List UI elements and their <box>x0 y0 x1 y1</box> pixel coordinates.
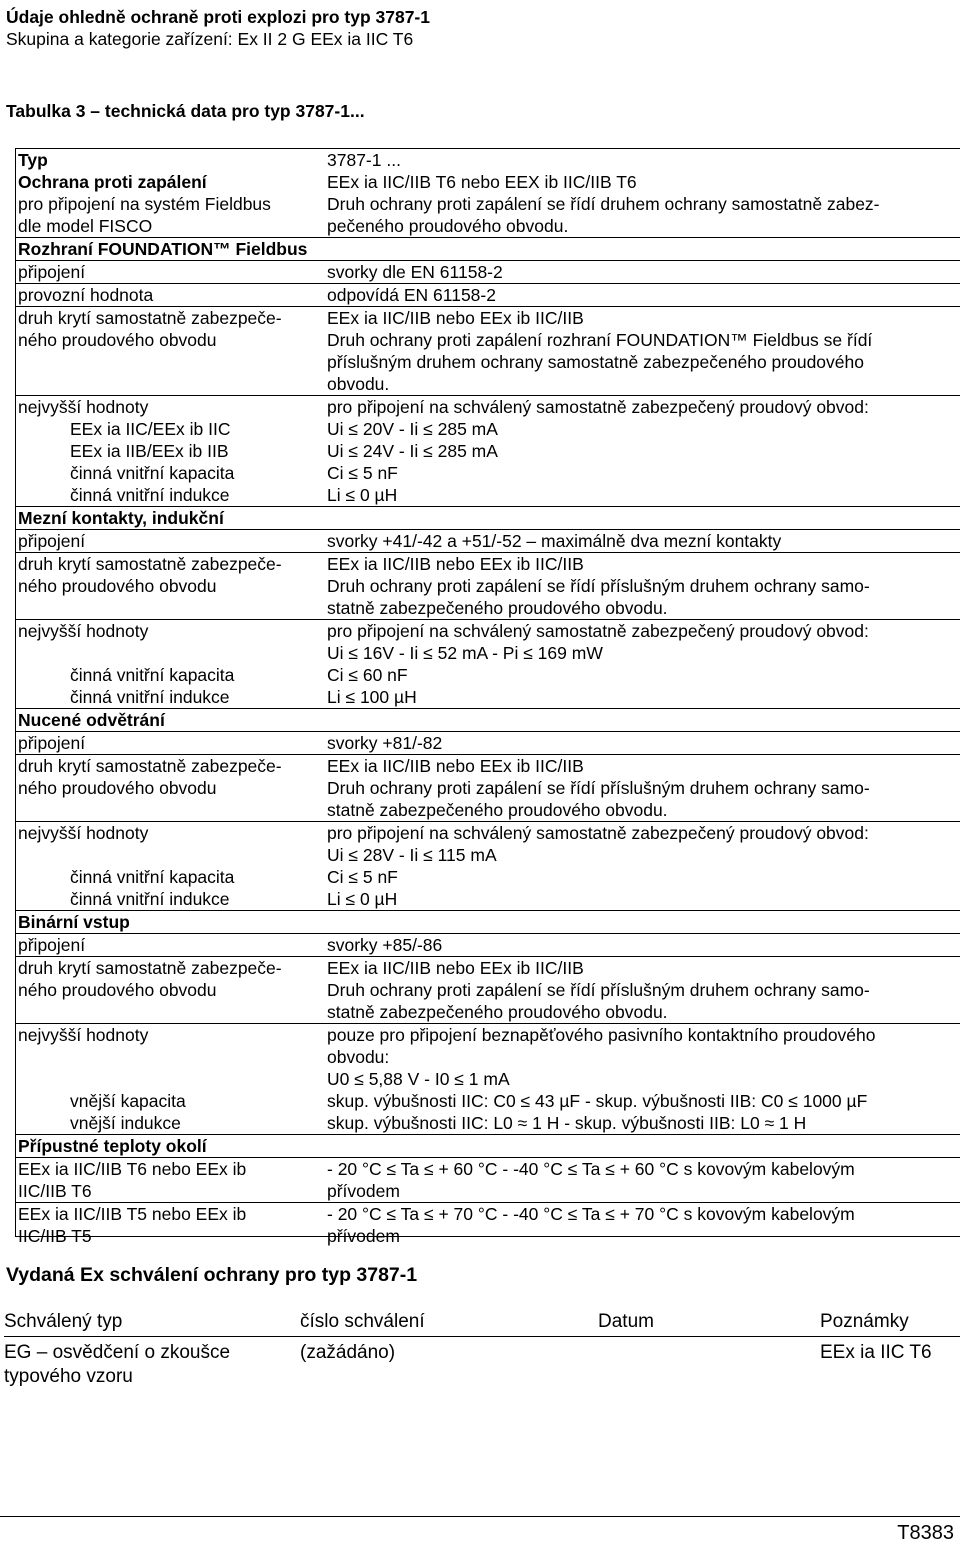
column-header: Poznámky <box>820 1310 960 1337</box>
no-pripojeni-label: připojení <box>16 732 325 755</box>
spacer <box>18 844 325 866</box>
ff-druh-value-line: Druh ochrany proti zapálení rozhraní FOUNDATION™ Fieldbus se řídí <box>327 330 873 350</box>
section-heading-row <box>16 911 960 934</box>
ff-max-value-line: Li ≤ 0 µH <box>327 485 398 505</box>
no-max-value-line: Li ≤ 0 µH <box>327 889 398 909</box>
table-row <box>16 307 960 396</box>
mk-pripojeni-label: připojení <box>16 530 325 553</box>
bv-max-value-line: U0 ≤ 5,88 V - I0 ≤ 1 mA <box>327 1069 510 1089</box>
spacer <box>18 642 325 664</box>
bv-max-value-line: skup. výbušnosti IIC: C0 ≤ 43 µF - skup. výbušnosti IIB: C0 ≤ 1000 µF <box>327 1091 868 1111</box>
mk-max-value-line: pro připojení na schválený samostatně zabezpečený proudový obvod: <box>327 621 869 641</box>
no-druh-value-line: Druh ochrany proti zapálení se řídí příslušným druhem ochrany samo- <box>327 778 870 798</box>
fisco-value-line: pečeného proudového obvodu. <box>327 216 569 236</box>
table-row <box>16 755 960 822</box>
table-row <box>16 193 960 238</box>
column-header: číslo schválení <box>300 1310 598 1337</box>
table-row <box>16 1158 960 1203</box>
ff-max-value-line: Ui ≤ 20V - Ii ≤ 285 mA <box>327 419 498 439</box>
table-row <box>16 957 960 1024</box>
typ-value: 3787-1 ... <box>327 150 401 170</box>
table-row <box>16 732 960 755</box>
table-row <box>16 396 960 507</box>
tp-t5-label <box>16 1203 325 1248</box>
ff-druh-value-line: obvodu. <box>327 374 390 394</box>
table-row <box>16 620 960 709</box>
ochrana-value: EEx ia IIC/IIB T6 nebo EEX ib IIC/IIB T6 <box>327 172 637 192</box>
no-max-value <box>325 822 960 911</box>
table-row <box>16 284 960 307</box>
approval-type <box>4 1337 300 1390</box>
ff-druh-label-line: ného proudového obvodu <box>18 330 217 350</box>
bv-max-label-line: nejvyšší hodnoty <box>18 1025 149 1045</box>
tp-t5-value-line: - 20 °C ≤ Ta ≤ + 70 °C - -40 °C ≤ Ta ≤ + 70 °C s kovovým kabelovým <box>327 1204 855 1224</box>
tp-t5-label-line: EEx ia IIC/IIB T5 nebo EEx ib <box>18 1204 247 1224</box>
mk-druh-value <box>325 553 960 620</box>
bv-druh-label-line: ného proudového obvodu <box>18 980 217 1000</box>
ff-max-value-line: Ci ≤ 5 nF <box>327 463 398 483</box>
approval-date <box>598 1337 820 1390</box>
table-row <box>16 553 960 620</box>
column-header: Datum <box>598 1310 820 1337</box>
table-row <box>16 1203 960 1248</box>
document-code: T8383 <box>897 1522 954 1544</box>
mk-max-sub-label: činná vnitřní kapacita <box>70 665 235 685</box>
bv-max-value <box>325 1024 960 1135</box>
mk-max-value-line: Ci ≤ 60 nF <box>327 665 408 685</box>
page-title: Údaje ohledně ochraně proti explozi pro typ 3787-1 <box>6 7 430 27</box>
no-druh-label-line: ného proudového obvodu <box>18 778 217 798</box>
table-header-row <box>4 1310 960 1337</box>
table-row <box>4 1337 960 1390</box>
no-max-value-line: Ci ≤ 5 nF <box>327 867 398 887</box>
ff-heading: Rozhraní FOUNDATION™ Fieldbus <box>16 238 960 261</box>
no-max-sub-label: činná vnitřní indukce <box>70 889 230 909</box>
fisco-value <box>325 193 960 238</box>
bv-max-value-line: pouze pro připojení beznapěťového pasivního kontaktního proudového <box>327 1025 876 1045</box>
section-heading-row <box>16 709 960 732</box>
ff-pripojeni-value: svorky dle EN 61158-2 <box>325 261 960 284</box>
bv-pripojeni-label: připojení <box>16 934 325 957</box>
no-max-label <box>16 822 325 911</box>
mk-max-label <box>16 620 325 709</box>
bv-druh-label-line: druh krytí samostatně zabezpeče- <box>18 958 282 978</box>
mk-max-sub-label: činná vnitřní indukce <box>70 687 230 707</box>
footer-rule <box>0 1516 960 1517</box>
mk-pripojeni-value: svorky +41/-42 a +51/-52 – maximálně dva mezní kontakty <box>325 530 960 553</box>
tp-t6-value-line: - 20 °C ≤ Ta ≤ + 60 °C - -40 °C ≤ Ta ≤ + 60 °C s kovovým kabelovým <box>327 1159 855 1179</box>
approval-type-line: EG – osvědčení o zkoušce <box>4 1342 231 1363</box>
bv-druh-label <box>16 957 325 1024</box>
ff-max-value-line: Ui ≤ 24V - Ii ≤ 285 mA <box>327 441 498 461</box>
approvals-heading: Vydaná Ex schválení ochrany pro typ 3787-1 <box>6 1264 418 1286</box>
ff-max-value-line: pro připojení na schválený samostatně zabezpečený proudový obvod: <box>327 397 869 417</box>
mk-druh-label <box>16 553 325 620</box>
approval-note: EEx ia IIC T6 <box>820 1342 932 1363</box>
tp-t6-value-line: přívodem <box>327 1181 400 1201</box>
table-row <box>16 171 960 193</box>
tp-t6-value <box>325 1158 960 1203</box>
ff-druh-value-line: příslušným druhem ochrany samostatně zabezpečeného proudového <box>327 352 864 372</box>
ff-druh-label-line: druh krytí samostatně zabezpeče- <box>18 308 282 328</box>
tp-t5-value <box>325 1203 960 1248</box>
no-max-value-line: Ui ≤ 28V - Ii ≤ 115 mA <box>327 845 497 865</box>
mk-druh-value-line: statně zabezpečeného proudového obvodu. <box>327 598 668 618</box>
bv-druh-value <box>325 957 960 1024</box>
ff-provozni-value: odpovídá EN 61158-2 <box>325 284 960 307</box>
no-druh-value <box>325 755 960 822</box>
bv-max-sub-label: vnější indukce <box>70 1113 181 1133</box>
tp-t6-label-line: IIC/IIB T6 <box>18 1181 92 1201</box>
table-row <box>16 149 960 171</box>
mk-heading: Mezní kontakty, indukční <box>16 507 960 530</box>
fisco-label-line: dle model FISCO <box>18 216 153 236</box>
section-heading-row <box>16 507 960 530</box>
tp-heading: Přípustné teploty okolí <box>16 1135 960 1158</box>
column-header: Schválený typ <box>4 1310 300 1337</box>
ff-max-sub-label: činná vnitřní indukce <box>70 485 230 505</box>
approval-type-line: typového vzoru <box>4 1366 133 1387</box>
ochrana-label: Ochrana proti zapálení <box>18 172 207 192</box>
mk-druh-label-line: druh krytí samostatně zabezpeče- <box>18 554 282 574</box>
approval-number: (zažádáno) <box>300 1342 396 1363</box>
fisco-label-line: pro připojení na systém Fieldbus <box>18 194 271 214</box>
bv-max-value-line: skup. výbušnosti IIC: L0 ≈ 1 H - skup. výbušnosti IIB: L0 ≈ 1 H <box>327 1113 807 1133</box>
table-row <box>16 1024 960 1135</box>
table-row <box>16 822 960 911</box>
no-heading: Nucené odvětrání <box>16 709 960 732</box>
bv-druh-value-line: Druh ochrany proti zapálení se řídí příslušným druhem ochrany samo- <box>327 980 870 1000</box>
ff-max-label-line: nejvyšší hodnoty <box>18 397 149 417</box>
ff-max-sub-label: EEx ia IIC/EEx ib IIC <box>70 419 231 439</box>
no-pripojeni-value: svorky +81/-82 <box>325 732 960 755</box>
mk-druh-label-line: ného proudového obvodu <box>18 576 217 596</box>
ff-provozni-label: provozní hodnota <box>16 284 325 307</box>
no-druh-label <box>16 755 325 822</box>
table-row <box>16 934 960 957</box>
ff-druh-label <box>16 307 325 396</box>
ff-max-sub-label: činná vnitřní kapacita <box>70 463 235 483</box>
mk-druh-value-line: Druh ochrany proti zapálení se řídí příslušným druhem ochrany samo- <box>327 576 870 596</box>
ff-max-label <box>16 396 325 507</box>
spacer <box>18 1068 325 1090</box>
table-row <box>16 261 960 284</box>
typ-label: Typ <box>18 150 48 170</box>
fisco-label <box>16 193 325 238</box>
section-heading-row <box>16 238 960 261</box>
mk-max-value-line: Li ≤ 100 µH <box>327 687 417 707</box>
ff-druh-value <box>325 307 960 396</box>
tp-t6-label-line: EEx ia IIC/IIB T6 nebo EEx ib <box>18 1159 247 1179</box>
spec-table <box>16 149 960 1247</box>
ff-max-sub-label: EEx ia IIB/EEx ib IIB <box>70 441 229 461</box>
tp-t6-label <box>16 1158 325 1203</box>
table-row <box>16 530 960 553</box>
section-heading-row <box>16 1135 960 1158</box>
spacer <box>18 1046 325 1068</box>
bv-heading: Binární vstup <box>16 911 960 934</box>
bv-druh-value-line: statně zabezpečeného proudového obvodu. <box>327 1002 668 1022</box>
no-max-sub-label: činná vnitřní kapacita <box>70 867 235 887</box>
ff-pripojeni-label: připojení <box>16 261 325 284</box>
mk-max-value <box>325 620 960 709</box>
mk-max-label-line: nejvyšší hodnoty <box>18 621 149 641</box>
tp-t5-label-line: IIC/IIB T5 <box>18 1226 92 1246</box>
bv-druh-value-line: EEx ia IIC/IIB nebo EEx ib IIC/IIB <box>327 958 584 978</box>
bv-max-label <box>16 1024 325 1135</box>
no-druh-value-line: statně zabezpečeného proudového obvodu. <box>327 800 668 820</box>
page-subtitle: Skupina a kategorie zařízení: Ex II 2 G EEx ia IIC T6 <box>6 29 414 49</box>
ff-druh-value-line: EEx ia IIC/IIB nebo EEx ib IIC/IIB <box>327 308 584 328</box>
bv-max-sub-label: vnější kapacita <box>70 1091 186 1111</box>
ff-max-value <box>325 396 960 507</box>
approvals-table <box>4 1310 960 1389</box>
no-max-value-line: pro připojení na schválený samostatně zabezpečený proudový obvod: <box>327 823 869 843</box>
no-druh-value-line: EEx ia IIC/IIB nebo EEx ib IIC/IIB <box>327 756 584 776</box>
bv-max-value-line: obvodu: <box>327 1047 390 1067</box>
table-title: Tabulka 3 – technická data pro typ 3787-1... <box>6 101 365 121</box>
fisco-value-line: Druh ochrany proti zapálení se řídí druhem ochrany samostatně zabez- <box>327 194 880 214</box>
no-max-label-line: nejvyšší hodnoty <box>18 823 149 843</box>
mk-max-value-line: Ui ≤ 16V - Ii ≤ 52 mA - Pi ≤ 169 mW <box>327 643 603 663</box>
bv-pripojeni-value: svorky +85/-86 <box>325 934 960 957</box>
tp-t5-value-line: přívodem <box>327 1226 400 1246</box>
mk-druh-value-line: EEx ia IIC/IIB nebo EEx ib IIC/IIB <box>327 554 584 574</box>
no-druh-label-line: druh krytí samostatně zabezpeče- <box>18 756 282 776</box>
